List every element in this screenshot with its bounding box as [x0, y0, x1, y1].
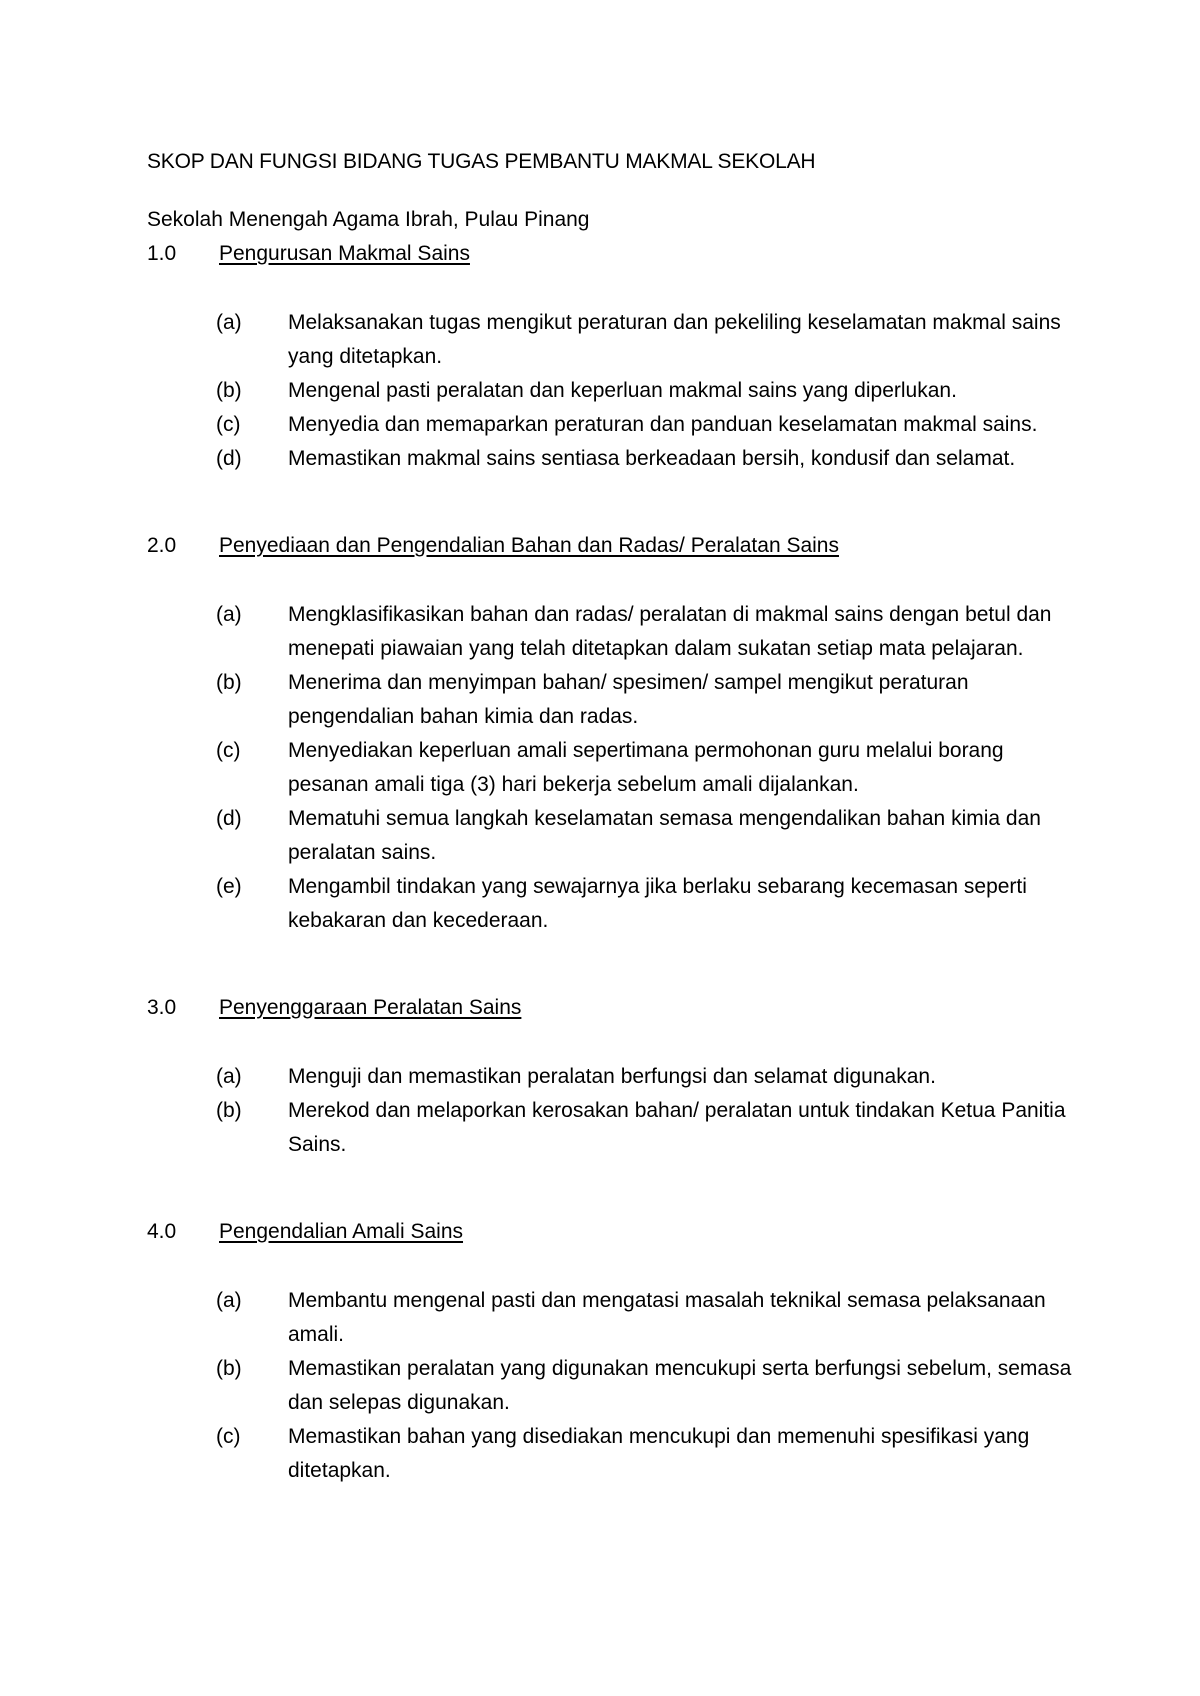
list-item [147, 802, 1077, 870]
section-title: Penyediaan dan Pengendalian Bahan dan Radas/ Peralatan Sains [219, 534, 839, 557]
sections-container [147, 237, 1077, 1488]
section-number: 2.0 [147, 534, 177, 557]
section-heading [147, 1215, 1077, 1249]
item-label: (a) [216, 603, 242, 626]
section-heading [147, 991, 1077, 1025]
item-text: Menyediakan keperluan amali sepertimana permohonan guru melalui borang pesanan amali tiga (3) hari bekerja sebelum amali dijalankan. [288, 739, 1004, 796]
item-label: (a) [216, 1065, 242, 1088]
item-label: (a) [216, 1289, 242, 1312]
list-item [147, 870, 1077, 938]
item-label: (c) [216, 1425, 241, 1448]
item-list [147, 1060, 1077, 1162]
section-title: Pengurusan Makmal Sains [219, 242, 470, 265]
item-label: (b) [216, 1357, 242, 1380]
list-item [147, 1060, 1077, 1094]
item-text: Mengenal pasti peralatan dan keperluan makmal sains yang diperlukan. [288, 379, 957, 402]
item-label: (d) [216, 807, 242, 830]
item-label: (c) [216, 739, 241, 762]
item-label: (b) [216, 671, 242, 694]
item-label: (d) [216, 447, 242, 470]
item-list [147, 598, 1077, 938]
item-label: (b) [216, 379, 242, 402]
item-text: Mengklasifikasikan bahan dan radas/ peralatan di makmal sains dengan betul dan menepati piawaian yang telah ditetapkan dalam sukatan setiap mata pelajaran. [288, 603, 1052, 660]
document-subtitle: Sekolah Menengah Agama Ibrah, Pulau Pinang [147, 208, 590, 231]
item-text: Menyedia dan memaparkan peraturan dan panduan keselamatan makmal sains. [288, 413, 1038, 436]
item-text: Membantu mengenal pasti dan mengatasi masalah teknikal semasa pelaksanaan amali. [288, 1289, 1046, 1346]
section-title: Penyenggaraan Peralatan Sains [219, 996, 522, 1019]
document-page [147, 145, 1077, 1488]
section-title: Pengendalian Amali Sains [219, 1220, 464, 1243]
item-label: (b) [216, 1099, 242, 1122]
item-text: Merekod dan melaporkan kerosakan bahan/ peralatan untuk tindakan Ketua Panitia Sains. [288, 1099, 1066, 1156]
list-item [147, 1352, 1077, 1420]
section-number: 3.0 [147, 996, 177, 1019]
list-item [147, 1094, 1077, 1162]
item-label: (c) [216, 413, 241, 436]
section [147, 529, 1077, 938]
list-item [147, 408, 1077, 442]
item-text: Memastikan makmal sains sentiasa berkeadaan bersih, kondusif dan selamat. [288, 447, 1016, 470]
document-title: SKOP DAN FUNGSI BIDANG TUGAS PEMBANTU MAKMAL SEKOLAH [147, 150, 816, 173]
section-number: 4.0 [147, 1220, 177, 1243]
item-label: (e) [216, 875, 242, 898]
section [147, 991, 1077, 1162]
list-item [147, 1420, 1077, 1488]
section-heading [147, 237, 1077, 271]
item-text: Menguji dan memastikan peralatan berfungsi dan selamat digunakan. [288, 1065, 936, 1088]
item-text: Mematuhi semua langkah keselamatan semasa mengendalikan bahan kimia dan peralatan sains. [288, 807, 1041, 864]
list-item [147, 598, 1077, 666]
list-item [147, 442, 1077, 476]
item-text: Menerima dan menyimpan bahan/ spesimen/ sampel mengikut peraturan pengendalian bahan kimia dan radas. [288, 671, 969, 728]
section [147, 1215, 1077, 1488]
item-text: Memastikan peralatan yang digunakan mencukupi serta berfungsi sebelum, semasa dan selepas digunakan. [288, 1357, 1072, 1414]
list-item [147, 1284, 1077, 1352]
item-list [147, 306, 1077, 476]
section-number: 1.0 [147, 242, 177, 265]
list-item [147, 734, 1077, 802]
list-item [147, 374, 1077, 408]
item-label: (a) [216, 311, 242, 334]
list-item [147, 666, 1077, 734]
section [147, 237, 1077, 476]
item-text: Melaksanakan tugas mengikut peraturan dan pekeliling keselamatan makmal sains yang ditetapkan. [288, 311, 1061, 368]
item-text: Mengambil tindakan yang sewajarnya jika berlaku sebarang kecemasan seperti kebakaran dan kecederaan. [288, 875, 1027, 932]
list-item [147, 306, 1077, 374]
item-text: Memastikan bahan yang disediakan mencukupi dan memenuhi spesifikasi yang ditetapkan. [288, 1425, 1030, 1482]
section-heading [147, 529, 1077, 563]
item-list [147, 1284, 1077, 1488]
